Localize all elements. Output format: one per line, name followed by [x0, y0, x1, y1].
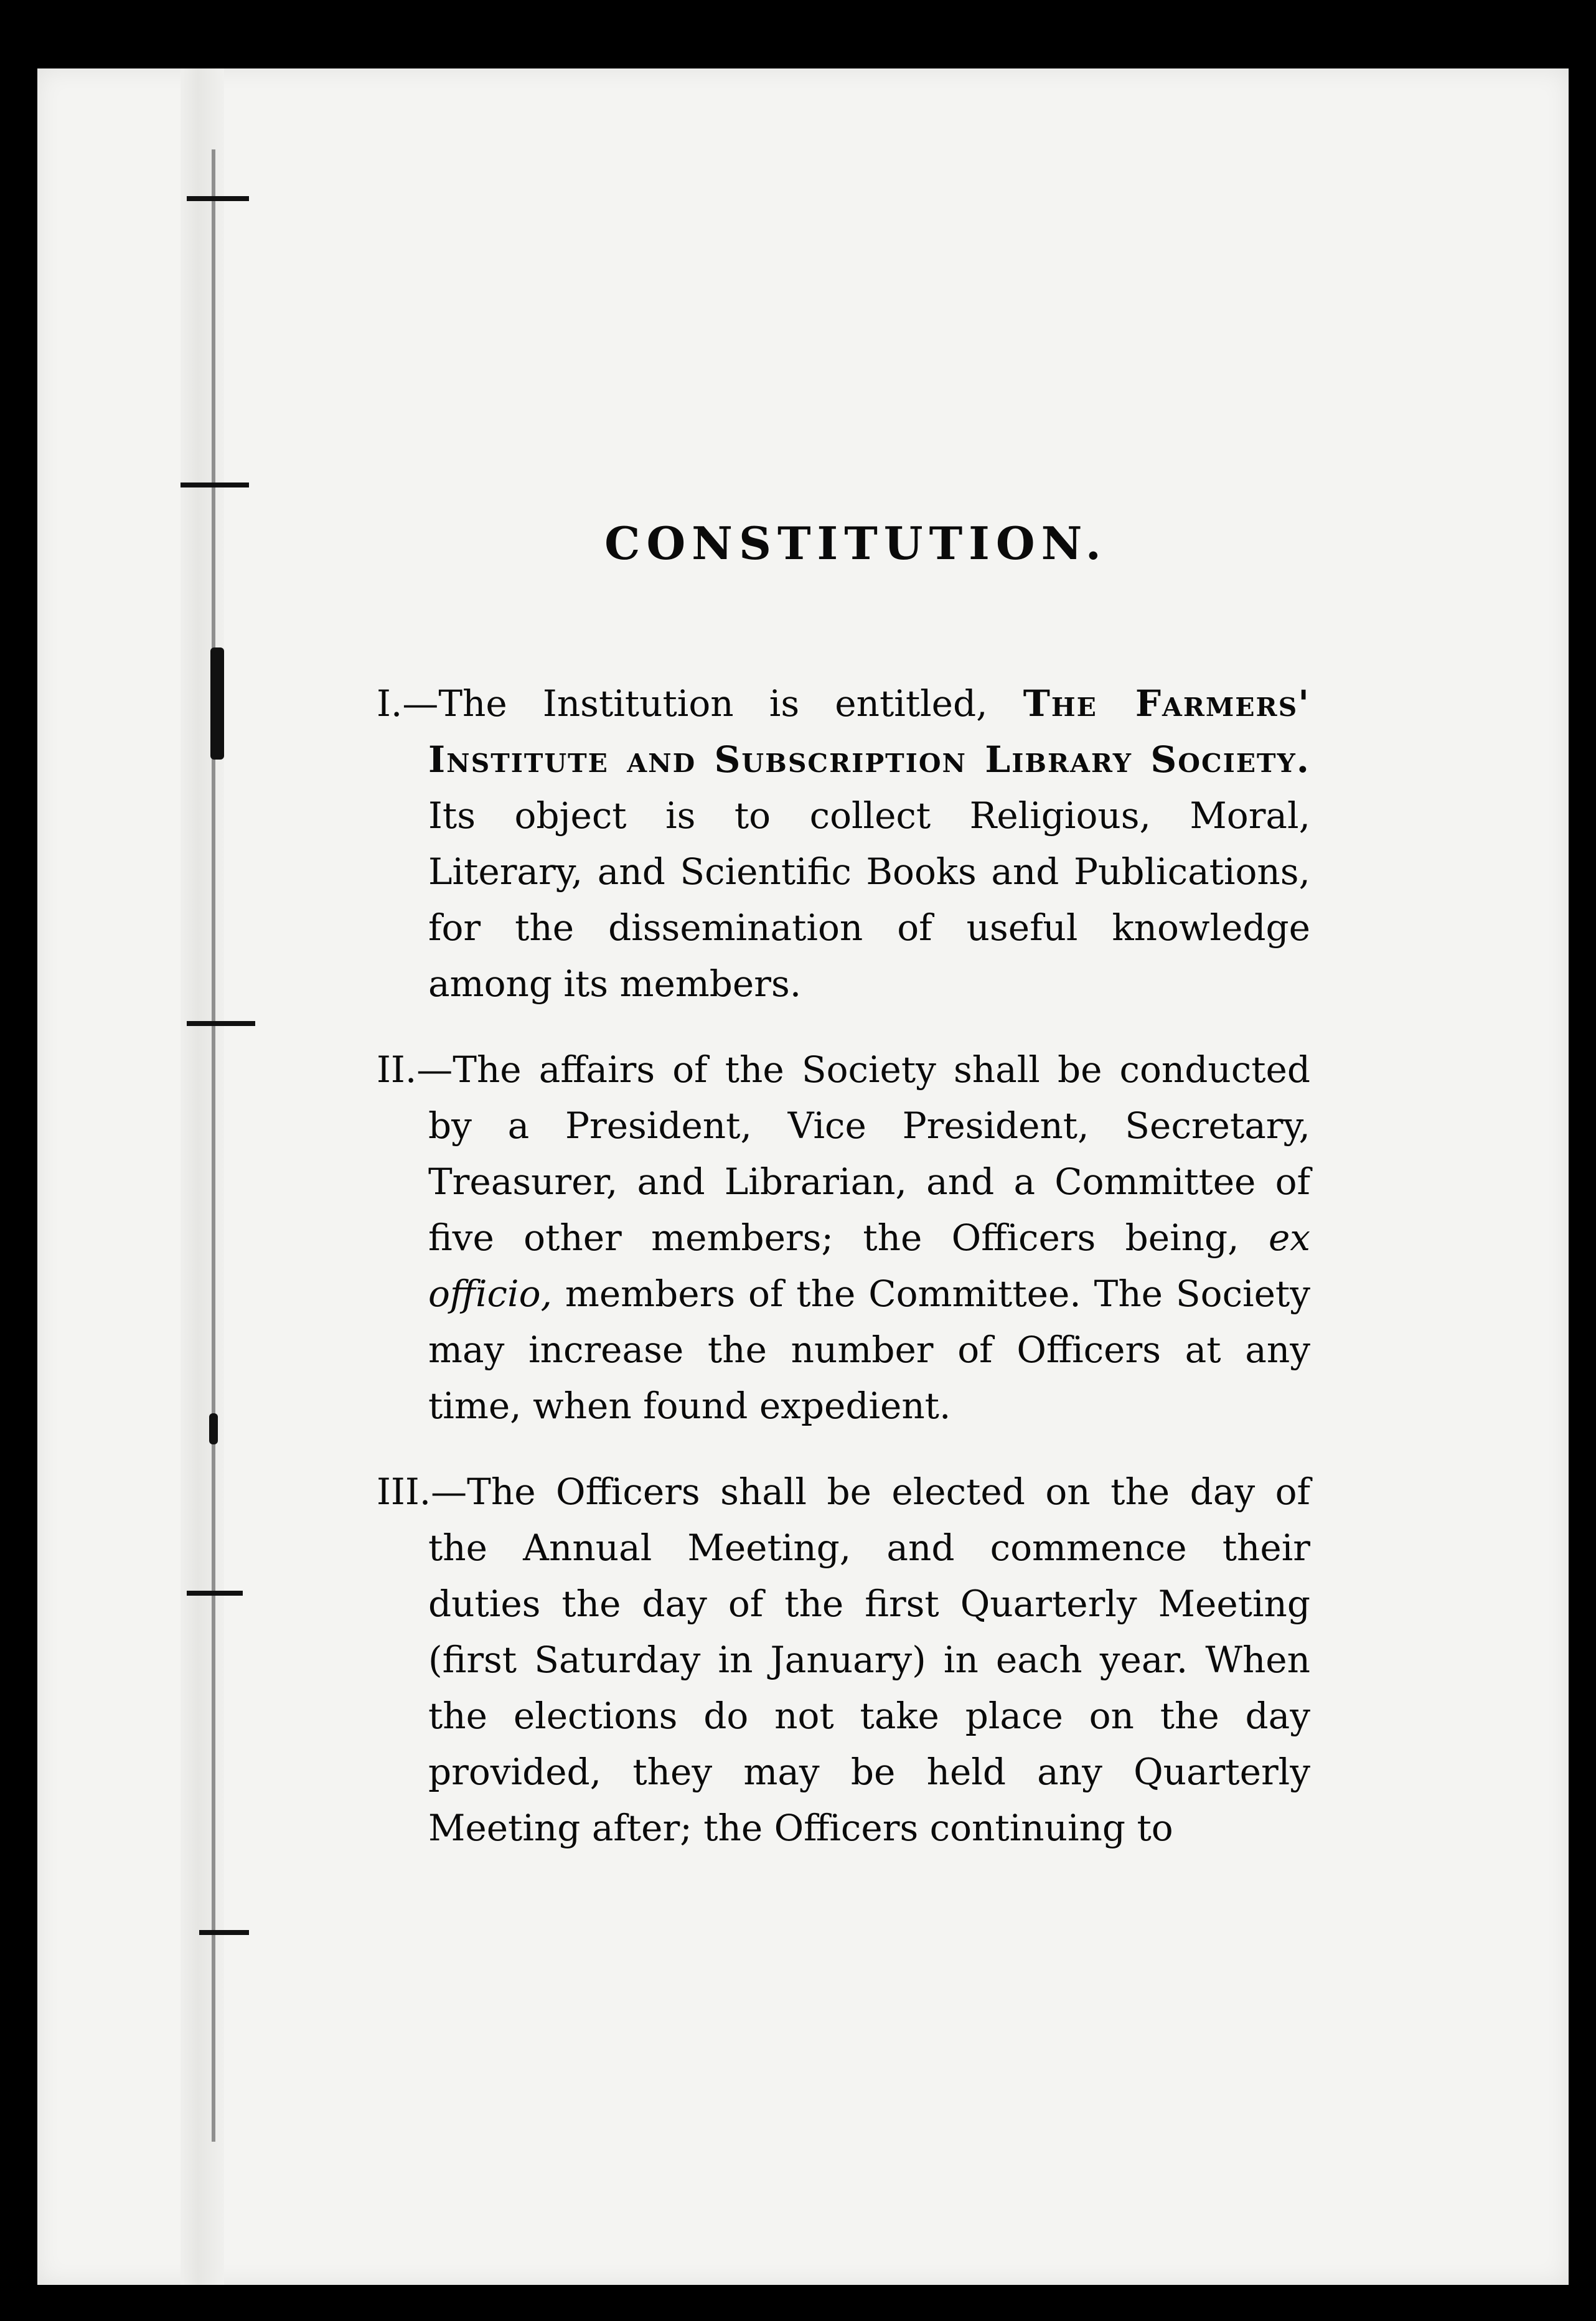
article-number: III.—	[377, 1471, 467, 1513]
article-1	[377, 676, 1310, 1012]
binding-stitch	[187, 1021, 255, 1026]
article-text: members of the Committee. The Society may increase the number of Officers at any time, when found expedient.	[428, 1273, 1310, 1427]
binding-stitch	[181, 483, 249, 487]
article-text: Its object is to collect Religious, Moral, Literary, and Scientific Books and Publications, for the dissemination of useful knowledge among its members.	[428, 794, 1310, 1005]
page-body	[377, 436, 1310, 1886]
binding-stitch	[187, 196, 249, 201]
society-name: The Farmers' Institute and Subscription Library Society.	[428, 682, 1310, 781]
article-number: II.—	[377, 1048, 453, 1091]
article-text: The Officers shall be elected on the day of the Annual Meeting, and commence their duties the day of the first Quarterly Meeting (first Saturday in January) in each year. When the elections do not take place on the day provided, they may be held any Quarterly Meeting after; the Officers continuing to	[428, 1471, 1310, 1849]
binding-stitch	[209, 1413, 218, 1444]
binding-stitch	[210, 647, 224, 760]
binding-gutter	[181, 68, 224, 2285]
ex-officio-phrase: ex officio,	[428, 1217, 1310, 1315]
binding-edge-line	[212, 149, 215, 2142]
page-title: CONSTITUTION.	[604, 517, 1107, 570]
binding-stitch	[199, 1930, 249, 1935]
article-number: I.—	[377, 682, 439, 725]
article-2	[377, 1042, 1310, 1434]
article-3	[377, 1464, 1310, 1856]
article-text: The affairs of the Society shall be conducted by a President, Vice President, Secretary, Treasurer, and Librarian, and a Committee of five other members; the Officers being,	[428, 1048, 1310, 1259]
binding-stitch	[187, 1591, 243, 1596]
article-text: The Institution is entitled,	[438, 682, 1023, 725]
